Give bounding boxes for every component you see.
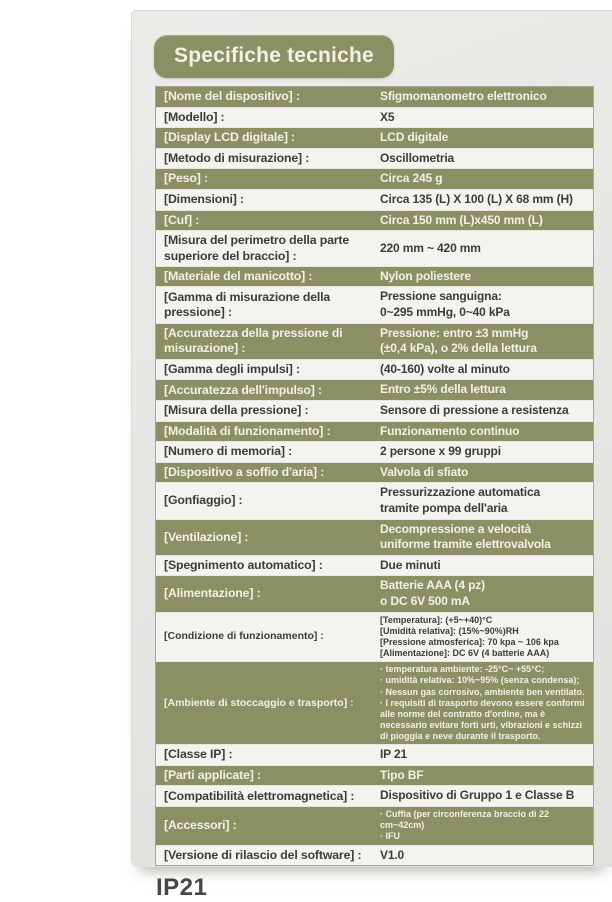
spec-value-line: Pressione sanguigna: [380, 289, 502, 304]
spec-row [156, 846, 593, 866]
spec-label: [Versione di rilascio del software] : [164, 847, 362, 862]
spec-value: 2 persone x 99 gruppi [380, 444, 501, 459]
spec-label: [Misura del perimetro della parte superiore del braccio] : [164, 233, 350, 263]
spec-row [156, 576, 593, 612]
spec-value-line: o DC 6V 500 mA [380, 593, 470, 608]
spec-value-line: Decompressione a velocità [380, 521, 531, 536]
spec-row [156, 287, 593, 323]
spec-value-line: · IFU [380, 831, 400, 842]
spec-label: [Ambiente di stoccaggio e trasporto] : [164, 696, 354, 709]
spec-value: Circa 245 g [380, 171, 443, 186]
page-title: Specifiche tecniche [154, 35, 394, 78]
product-box-photo [131, 10, 612, 902]
spec-value [380, 662, 593, 744]
spec-value-line: (±0,4 kPa), o 2% della lettura [380, 341, 537, 356]
spec-value: Sensore di pressione a resistenza [380, 403, 569, 418]
spec-value-line: uniforme tramite elettrovalvola [380, 537, 551, 552]
spec-row [156, 807, 593, 845]
spec-row [156, 87, 593, 108]
spec-label: [Gamma di misurazione della pressione] : [164, 289, 331, 320]
spec-label: [Gamma degli impulsi] : [164, 361, 300, 376]
spec-value: Circa 135 (L) X 100 (L) X 68 mm (H) [380, 191, 573, 206]
spec-row [156, 786, 593, 807]
spec-value: Sfigmomanometro elettronico [380, 89, 547, 103]
spec-value: (40-160) volte al minuto [380, 361, 510, 376]
spec-value-line: · umidità relativa: 10%~95% (senza condensa); [380, 675, 580, 686]
spec-row [156, 380, 593, 401]
spec-row [156, 662, 593, 745]
spec-row [156, 360, 593, 381]
spec-row [156, 149, 593, 170]
spec-value: Due minuti [380, 557, 441, 572]
spec-row [156, 190, 593, 211]
spec-value [380, 807, 593, 844]
spec-row [156, 231, 593, 267]
spec-row [156, 108, 593, 129]
spec-value-line: Batterie AAA (4 pz) [380, 578, 485, 593]
spec-label: [Compatibilità elettromagnetica] : [164, 788, 355, 803]
spec-value: IP 21 [380, 747, 408, 762]
spec-value [380, 483, 593, 518]
spec-label: [Alimentazione] : [164, 586, 261, 601]
spec-label: [Gonfiaggio] : [164, 493, 243, 508]
spec-label: [Display LCD digitale] : [164, 130, 295, 145]
spec-label: [Ventilazione] : [164, 529, 249, 544]
spec-label: [Spegnimento automatico] : [164, 557, 323, 572]
spec-row [156, 169, 593, 190]
spec-value-line: · temperatura ambiente: -25°C~ +55°C; [380, 664, 545, 675]
spec-value: Entro ±5% della lettura [380, 382, 506, 397]
spec-label: [Dispositivo a soffio d'aria] : [164, 464, 325, 479]
spec-label: [Accuratezza della pressione di misurazione] : [164, 325, 343, 356]
spec-value-line: · Nessun gas corrosivo, ambiente ben ventilato. [380, 686, 585, 697]
spec-value [380, 613, 593, 662]
spec-label: [Nome del dispositivo] : [164, 89, 300, 104]
spec-label: [Modalità di funzionamento] : [164, 423, 331, 438]
spec-row [156, 422, 593, 443]
spec-row [156, 483, 593, 519]
spec-value [380, 324, 593, 359]
spec-value-line: [Pressione atmosferica]: 70 kpa ~ 106 kpa [380, 636, 559, 647]
spec-value-line: [Alimentazione]: DC 6V (4 batterie AAA) [380, 648, 550, 659]
spec-row [156, 520, 593, 556]
spec-value: V1.0 [380, 847, 405, 862]
spec-row [156, 211, 593, 232]
spec-label: [Misura della pressione] : [164, 403, 309, 418]
spec-label: [Classe IP] : [164, 747, 233, 762]
spec-value-line: 0~295 mmHg, 0~40 kPa [380, 305, 510, 320]
spec-value: 220 mm ~ 420 mm [380, 240, 481, 255]
spec-value-line: Pressione: entro ±3 mmHg [380, 325, 529, 340]
spec-row [156, 128, 593, 149]
spec-value: Funzionamento continuo [380, 423, 520, 438]
spec-value-line: [Umidità relativa]: (15%~90%)RH [380, 625, 519, 636]
spec-value-line: tramite pompa dell'aria [380, 501, 508, 515]
spec-value: Circa 150 mm (L)x450 mm (L) [380, 212, 543, 227]
spec-row [156, 613, 593, 663]
spec-label: [Modello] : [164, 109, 225, 124]
spec-label: [Accuratezza dell'impulso] : [164, 382, 322, 397]
ip-rating-label: IP21 [156, 874, 208, 902]
spec-row [156, 442, 593, 463]
spec-label: [Numero di memoria] : [164, 444, 293, 459]
spec-row [156, 556, 593, 577]
spec-value: Tipo BF [380, 767, 424, 782]
spec-row [156, 401, 593, 422]
spec-value [380, 520, 593, 555]
spec-row [156, 324, 593, 360]
spec-label: [Peso] : [164, 171, 208, 186]
spec-value-line: [Temperatura]: (+5~+40)°C [380, 614, 493, 625]
spec-label: [Cuf] : [164, 212, 200, 227]
spec-value: Oscillometria [380, 150, 455, 165]
spec-label: [Dimensioni] : [164, 192, 244, 207]
spec-label: [Materiale del manicotto] : [164, 268, 313, 283]
spec-row [156, 766, 593, 787]
spec-label: [Metodo di misurazione] : [164, 150, 310, 165]
spec-value-line: · Cuffia (per circonferenza braccio di 22 cm~42cm) [380, 809, 550, 831]
spec-value: LCD digitale [380, 130, 449, 145]
spec-label: [Condizione di funzionamento] : [164, 630, 324, 643]
spec-row [156, 267, 593, 288]
spec-value-line: Pressurizzazione automatica [380, 485, 541, 500]
spec-value: Nylon poliestere [380, 268, 471, 283]
spec-value: Valvola di sfiato [380, 464, 469, 479]
spec-value: X5 [380, 109, 395, 124]
spec-row [156, 463, 593, 484]
spec-value-line: · I requisiti di trasporto devono essere conformi alle norme del contratto d'ordine, ma è necessario evitare forti urti, vibrazioni e schizzi di pioggia e neve durante il trasporto. [380, 697, 585, 742]
spec-label: [Parti applicate] : [164, 767, 261, 782]
spec-row [156, 745, 593, 766]
spec-value: Dispositivo di Gruppo 1 e Classe B [380, 788, 575, 803]
box-content [132, 11, 612, 902]
spec-table [155, 86, 594, 866]
spec-value [380, 576, 593, 611]
spec-value [380, 287, 593, 322]
spec-label: [Accessori] : [164, 818, 237, 833]
